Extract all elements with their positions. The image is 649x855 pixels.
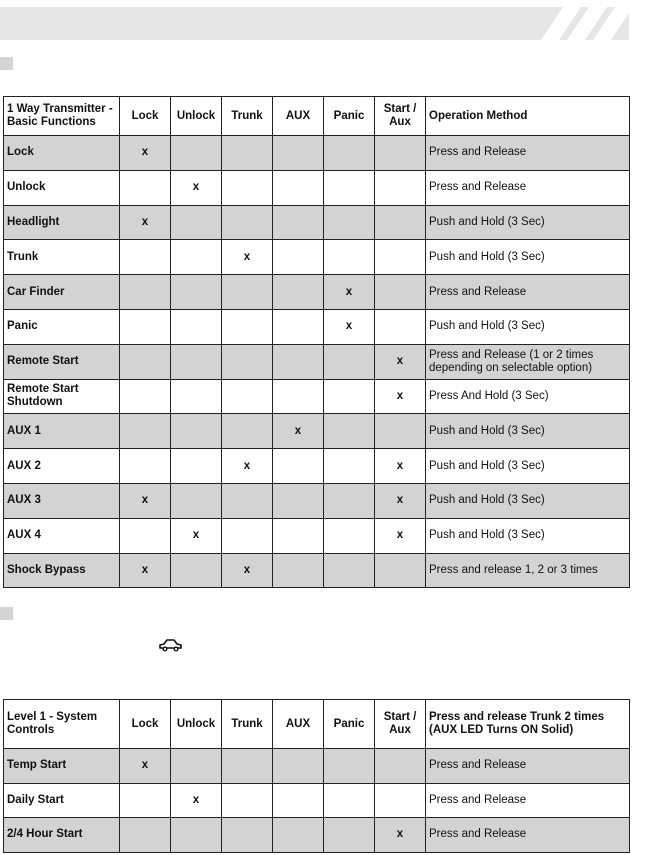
method-column-header: Press and release Trunk 2 times (AUX LED Turns ON Solid) bbox=[426, 700, 630, 749]
button-mark-cell: x bbox=[375, 518, 426, 553]
button-mark-cell bbox=[222, 379, 273, 414]
button-mark-cell bbox=[273, 553, 324, 588]
button-mark-cell bbox=[324, 414, 375, 449]
function-name-cell: Daily Start bbox=[4, 783, 120, 818]
function-name-cell: Trunk bbox=[4, 240, 120, 275]
button-mark-cell bbox=[324, 818, 375, 853]
button-mark-cell bbox=[375, 205, 426, 240]
button-mark-cell bbox=[375, 749, 426, 784]
method-column-header: Operation Method bbox=[426, 97, 630, 136]
table-row bbox=[4, 414, 630, 449]
button-mark-cell bbox=[120, 818, 171, 853]
table-row bbox=[4, 205, 630, 240]
button-mark-cell: x bbox=[222, 240, 273, 275]
operation-method-cell: Press and Release (1 or 2 times depending on selectable option) bbox=[426, 344, 630, 379]
button-mark-cell: x bbox=[375, 344, 426, 379]
button-mark-cell bbox=[171, 449, 222, 484]
unlock-column-header: Unlock bbox=[171, 700, 222, 749]
button-mark-cell bbox=[222, 518, 273, 553]
button-mark-cell: x bbox=[222, 449, 273, 484]
function-name-cell: 2/4 Hour Start bbox=[4, 818, 120, 853]
button-mark-cell bbox=[375, 136, 426, 171]
button-mark-cell bbox=[171, 240, 222, 275]
button-mark-cell: x bbox=[273, 414, 324, 449]
panic-column-header: Panic bbox=[324, 97, 375, 136]
button-mark-cell: x bbox=[222, 553, 273, 588]
button-mark-cell bbox=[324, 483, 375, 518]
header-bar bbox=[0, 7, 629, 40]
panic-column-header: Panic bbox=[324, 700, 375, 749]
button-mark-cell bbox=[120, 518, 171, 553]
system-controls-table bbox=[3, 699, 630, 853]
button-mark-cell bbox=[273, 483, 324, 518]
start-aux-column-header: Start / Aux bbox=[375, 97, 426, 136]
button-mark-cell: x bbox=[375, 379, 426, 414]
button-mark-cell bbox=[222, 309, 273, 344]
button-mark-cell bbox=[273, 518, 324, 553]
function-name-cell: Shock Bypass bbox=[4, 553, 120, 588]
table-row bbox=[4, 518, 630, 553]
button-mark-cell bbox=[120, 275, 171, 310]
button-mark-cell bbox=[273, 170, 324, 205]
table-row bbox=[4, 783, 630, 818]
button-mark-cell bbox=[375, 414, 426, 449]
button-mark-cell bbox=[222, 170, 273, 205]
button-mark-cell bbox=[171, 205, 222, 240]
button-mark-cell: x bbox=[375, 449, 426, 484]
function-name-cell: AUX 2 bbox=[4, 449, 120, 484]
button-mark-cell bbox=[171, 414, 222, 449]
button-mark-cell bbox=[324, 379, 375, 414]
button-mark-cell bbox=[171, 749, 222, 784]
operation-method-cell: Push and Hold (3 Sec) bbox=[426, 449, 630, 484]
function-name-cell: Panic bbox=[4, 309, 120, 344]
button-mark-cell bbox=[222, 344, 273, 379]
button-mark-cell bbox=[120, 344, 171, 379]
button-mark-cell bbox=[120, 414, 171, 449]
table-row bbox=[4, 749, 630, 784]
button-mark-cell bbox=[324, 136, 375, 171]
button-mark-cell bbox=[375, 553, 426, 588]
operation-method-cell: Press and Release bbox=[426, 170, 630, 205]
button-mark-cell: x bbox=[120, 483, 171, 518]
table-row bbox=[4, 136, 630, 171]
button-mark-cell bbox=[324, 449, 375, 484]
table-header-row bbox=[4, 700, 630, 749]
table-row bbox=[4, 240, 630, 275]
button-mark-cell bbox=[120, 170, 171, 205]
table-row bbox=[4, 449, 630, 484]
button-mark-cell: x bbox=[324, 309, 375, 344]
table-row bbox=[4, 344, 630, 379]
function-name-cell: Remote Start Shutdown bbox=[4, 379, 120, 414]
function-name-cell: AUX 4 bbox=[4, 518, 120, 553]
table-row bbox=[4, 818, 630, 853]
operation-method-cell: Press and Release bbox=[426, 136, 630, 171]
function-name-cell: Lock bbox=[4, 136, 120, 171]
operation-method-cell: Push and Hold (3 Sec) bbox=[426, 518, 630, 553]
table-row bbox=[4, 275, 630, 310]
function-name-cell: Temp Start bbox=[4, 749, 120, 784]
operation-method-cell: Press and Release bbox=[426, 783, 630, 818]
button-mark-cell bbox=[273, 818, 324, 853]
button-mark-cell bbox=[273, 136, 324, 171]
operation-method-cell: Push and Hold (3 Sec) bbox=[426, 205, 630, 240]
basic-functions-table bbox=[3, 96, 630, 588]
section-marker-1 bbox=[0, 57, 13, 70]
button-mark-cell bbox=[324, 344, 375, 379]
button-mark-cell bbox=[273, 275, 324, 310]
table-row bbox=[4, 309, 630, 344]
table-header-row bbox=[4, 97, 630, 136]
table-row bbox=[4, 483, 630, 518]
button-mark-cell bbox=[273, 449, 324, 484]
button-mark-cell bbox=[375, 783, 426, 818]
button-mark-cell: x bbox=[324, 275, 375, 310]
button-mark-cell bbox=[222, 749, 273, 784]
table-row bbox=[4, 170, 630, 205]
button-mark-cell: x bbox=[120, 553, 171, 588]
button-mark-cell: x bbox=[120, 136, 171, 171]
button-mark-cell bbox=[171, 483, 222, 518]
function-name-cell: Car Finder bbox=[4, 275, 120, 310]
button-mark-cell bbox=[120, 783, 171, 818]
operation-method-cell: Press and release 1, 2 or 3 times bbox=[426, 553, 630, 588]
start-aux-column-header: Start / Aux bbox=[375, 700, 426, 749]
operation-method-cell: Push and Hold (3 Sec) bbox=[426, 483, 630, 518]
button-mark-cell bbox=[222, 205, 273, 240]
operation-method-cell: Push and Hold (3 Sec) bbox=[426, 240, 630, 275]
button-mark-cell bbox=[324, 240, 375, 275]
button-mark-cell bbox=[273, 240, 324, 275]
aux-column-header: AUX bbox=[273, 97, 324, 136]
button-mark-cell bbox=[222, 783, 273, 818]
operation-method-cell: Press and Release bbox=[426, 749, 630, 784]
button-mark-cell bbox=[171, 309, 222, 344]
button-mark-cell bbox=[273, 205, 324, 240]
button-mark-cell bbox=[324, 749, 375, 784]
button-mark-cell: x bbox=[171, 783, 222, 818]
button-mark-cell: x bbox=[171, 518, 222, 553]
stripe-decoration bbox=[529, 7, 629, 40]
button-mark-cell bbox=[324, 205, 375, 240]
button-mark-cell bbox=[273, 749, 324, 784]
button-mark-cell bbox=[324, 518, 375, 553]
button-mark-cell bbox=[222, 818, 273, 853]
operation-method-cell: Press and Release bbox=[426, 275, 630, 310]
button-mark-cell bbox=[120, 309, 171, 344]
function-name-cell: AUX 3 bbox=[4, 483, 120, 518]
button-mark-cell bbox=[171, 344, 222, 379]
button-mark-cell bbox=[171, 136, 222, 171]
button-mark-cell bbox=[324, 553, 375, 588]
button-mark-cell bbox=[171, 275, 222, 310]
button-mark-cell bbox=[273, 379, 324, 414]
button-mark-cell bbox=[222, 275, 273, 310]
function-name-cell: AUX 1 bbox=[4, 414, 120, 449]
function-column-header: 1 Way Transmitter - Basic Functions bbox=[4, 97, 120, 136]
button-mark-cell bbox=[273, 309, 324, 344]
button-mark-cell bbox=[222, 414, 273, 449]
button-mark-cell bbox=[171, 818, 222, 853]
operation-method-cell: Push and Hold (3 Sec) bbox=[426, 309, 630, 344]
trunk-column-header: Trunk bbox=[222, 700, 273, 749]
car-icon bbox=[157, 637, 183, 653]
section-marker-2 bbox=[0, 607, 13, 620]
button-mark-cell bbox=[171, 379, 222, 414]
function-name-cell: Remote Start bbox=[4, 344, 120, 379]
button-mark-cell: x bbox=[375, 818, 426, 853]
unlock-column-header: Unlock bbox=[171, 97, 222, 136]
button-mark-cell bbox=[375, 240, 426, 275]
button-mark-cell bbox=[273, 783, 324, 818]
button-mark-cell bbox=[120, 379, 171, 414]
lock-column-header: Lock bbox=[120, 700, 171, 749]
function-name-cell: Headlight bbox=[4, 205, 120, 240]
button-mark-cell bbox=[222, 483, 273, 518]
button-mark-cell: x bbox=[375, 483, 426, 518]
operation-method-cell: Push and Hold (3 Sec) bbox=[426, 414, 630, 449]
operation-method-cell: Press and Release bbox=[426, 818, 630, 853]
table-row bbox=[4, 379, 630, 414]
function-name-cell: Unlock bbox=[4, 170, 120, 205]
button-mark-cell bbox=[375, 275, 426, 310]
button-mark-cell: x bbox=[120, 205, 171, 240]
button-mark-cell bbox=[324, 783, 375, 818]
button-mark-cell bbox=[120, 449, 171, 484]
trunk-column-header: Trunk bbox=[222, 97, 273, 136]
button-mark-cell: x bbox=[120, 749, 171, 784]
button-mark-cell bbox=[222, 136, 273, 171]
button-mark-cell bbox=[375, 170, 426, 205]
operation-method-cell: Press And Hold (3 Sec) bbox=[426, 379, 630, 414]
button-mark-cell bbox=[171, 553, 222, 588]
lock-column-header: Lock bbox=[120, 97, 171, 136]
aux-column-header: AUX bbox=[273, 700, 324, 749]
button-mark-cell bbox=[120, 240, 171, 275]
button-mark-cell bbox=[375, 309, 426, 344]
button-mark-cell bbox=[324, 170, 375, 205]
button-mark-cell: x bbox=[171, 170, 222, 205]
function-column-header: Level 1 - System Controls bbox=[4, 700, 120, 749]
table-row bbox=[4, 553, 630, 588]
button-mark-cell bbox=[273, 344, 324, 379]
